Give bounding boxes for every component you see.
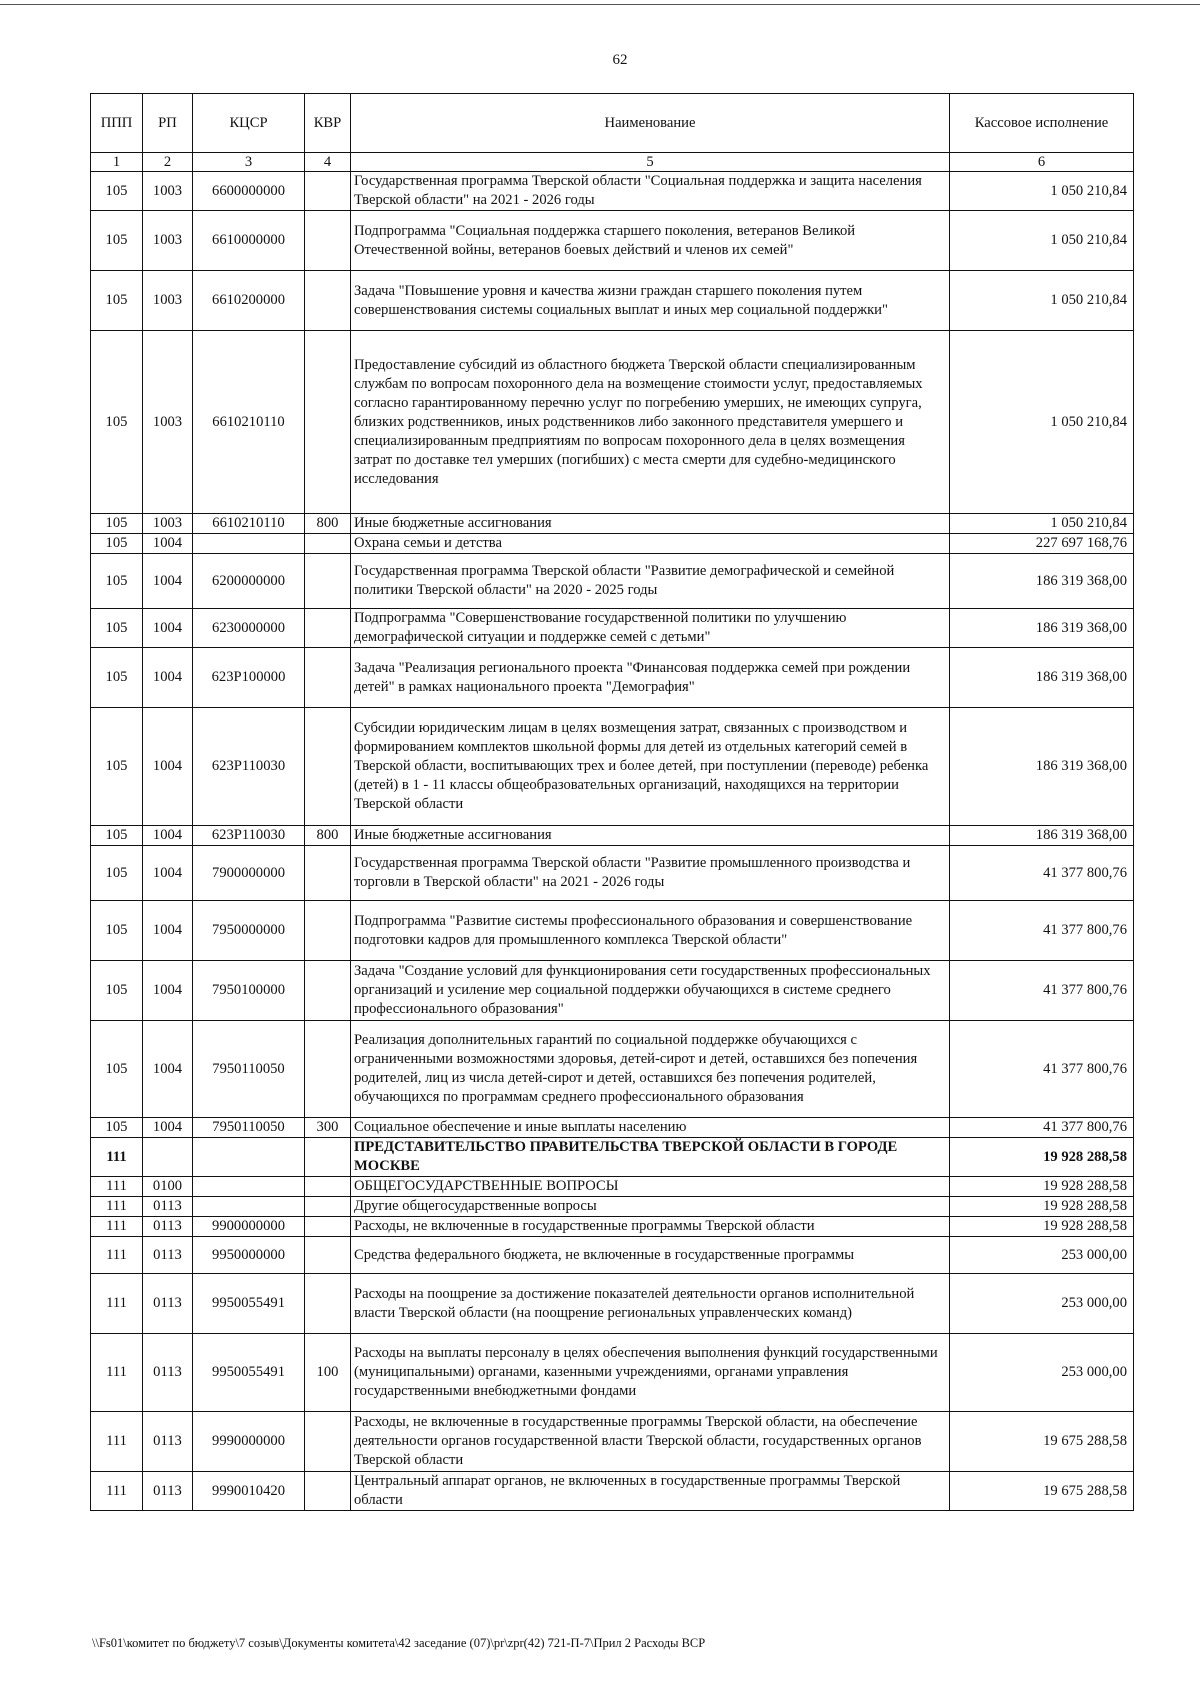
cell-rp: [143, 1138, 193, 1177]
cell-ppp: 111: [91, 1217, 143, 1237]
cell-kcsr: 6610200000: [193, 271, 305, 331]
cell-name: Иные бюджетные ассигнования: [351, 514, 950, 534]
cell-kcsr: 6610210110: [193, 514, 305, 534]
cell-kvr: 100: [305, 1334, 351, 1412]
cell-rp: 1004: [143, 534, 193, 554]
cell-ppp: 105: [91, 648, 143, 708]
cell-name: ПРЕДСТАВИТЕЛЬСТВО ПРАВИТЕЛЬСТВА ТВЕРСКОЙ ОБЛАСТИ В ГОРОДЕ МОСКВЕ: [351, 1138, 950, 1177]
cell-amount: 41 377 800,76: [950, 1118, 1134, 1138]
cell-kvr: [305, 271, 351, 331]
cell-amount: 19 675 288,58: [950, 1472, 1134, 1511]
cell-ppp: 111: [91, 1138, 143, 1177]
cell-ppp: 105: [91, 331, 143, 514]
table-body: [91, 172, 1134, 1511]
cell-rp: 0113: [143, 1197, 193, 1217]
cell-amount: 19 928 288,58: [950, 1177, 1134, 1197]
table-row: [91, 708, 1134, 826]
cell-amount: 1 050 210,84: [950, 331, 1134, 514]
cell-rp: 0113: [143, 1412, 193, 1472]
cell-name: Социальное обеспечение и иные выплаты населению: [351, 1118, 950, 1138]
cell-amount: 186 319 368,00: [950, 708, 1134, 826]
cell-amount: 253 000,00: [950, 1237, 1134, 1274]
cell-name: Иные бюджетные ассигнования: [351, 826, 950, 846]
cell-kvr: [305, 1472, 351, 1511]
cell-kcsr: 9990010420: [193, 1472, 305, 1511]
cell-kcsr: 9900000000: [193, 1217, 305, 1237]
cell-amount: 1 050 210,84: [950, 172, 1134, 211]
cell-ppp: 111: [91, 1237, 143, 1274]
col-header-name: Наименование: [351, 94, 950, 153]
cell-name: Средства федерального бюджета, не включенные в государственные программы: [351, 1237, 950, 1274]
cell-rp: 1004: [143, 901, 193, 961]
table-row: [91, 271, 1134, 331]
table-row: [91, 211, 1134, 271]
table-row: [91, 1274, 1134, 1334]
cell-ppp: 105: [91, 609, 143, 648]
cell-ppp: 111: [91, 1197, 143, 1217]
cell-ppp: 105: [91, 534, 143, 554]
cell-kcsr: 7950100000: [193, 961, 305, 1021]
cell-name: ОБЩЕГОСУДАРСТВЕННЫЕ ВОПРОСЫ: [351, 1177, 950, 1197]
cell-kcsr: 7900000000: [193, 846, 305, 901]
footer-file-path: \\Fs01\комитет по бюджету\7 созыв\Документы комитета\42 заседание (07)\pr\zpr(42) 721-П-7\Прил 2 Расходы ВСР: [92, 1636, 706, 1650]
cell-kcsr: 6610000000: [193, 211, 305, 271]
cell-ppp: 105: [91, 708, 143, 826]
cell-rp: 1003: [143, 331, 193, 514]
table-row: [91, 331, 1134, 514]
cell-name: Подпрограмма "Совершенствование государственной политики по улучшению демографической ситуации и поддержке семей с детьми": [351, 609, 950, 648]
col-header-kvr: КВР: [305, 94, 351, 153]
col-number: 6: [950, 153, 1134, 172]
table-row: [91, 1197, 1134, 1217]
cell-kcsr: 6200000000: [193, 554, 305, 609]
cell-ppp: 105: [91, 514, 143, 534]
cell-kcsr: 6600000000: [193, 172, 305, 211]
col-number: 1: [91, 153, 143, 172]
cell-rp: 1004: [143, 609, 193, 648]
cell-name: Расходы на поощрение за достижение показателей деятельности органов исполнительной власти Тверской области (на поощрение региональных управленческих команд): [351, 1274, 950, 1334]
cell-ppp: 105: [91, 554, 143, 609]
col-number: 2: [143, 153, 193, 172]
table-row: [91, 1138, 1134, 1177]
cell-amount: 19 928 288,58: [950, 1138, 1134, 1177]
col-number: 3: [193, 153, 305, 172]
table-row: [91, 1472, 1134, 1511]
cell-amount: 19 928 288,58: [950, 1197, 1134, 1217]
cell-kcsr: [193, 534, 305, 554]
cell-name: Задача "Повышение уровня и качества жизни граждан старшего поколения путем совершенствования системы социальных выплат и иных мер социальной поддержки": [351, 271, 950, 331]
cell-kvr: [305, 534, 351, 554]
cell-rp: 0113: [143, 1472, 193, 1511]
cell-kcsr: 623P100000: [193, 648, 305, 708]
cell-name: Охрана семьи и детства: [351, 534, 950, 554]
cell-rp: 0113: [143, 1217, 193, 1237]
cell-name: Государственная программа Тверской области "Развитие промышленного производства и торговли в Тверской области" на 2021 - 2026 годы: [351, 846, 950, 901]
page-number: 62: [612, 52, 628, 68]
cell-name: Подпрограмма "Развитие системы профессионального образования и совершенствование подготовки кадров для промышленного комплекса Тверской области": [351, 901, 950, 961]
cell-rp: 1004: [143, 846, 193, 901]
cell-amount: 1 050 210,84: [950, 211, 1134, 271]
col-header-ppp: ППП: [91, 94, 143, 153]
cell-kcsr: [193, 1177, 305, 1197]
cell-ppp: 105: [91, 172, 143, 211]
table-row: [91, 514, 1134, 534]
cell-amount: 19 675 288,58: [950, 1412, 1134, 1472]
cell-kcsr: 9950055491: [193, 1274, 305, 1334]
table-row: [91, 534, 1134, 554]
cell-name: Другие общегосударственные вопросы: [351, 1197, 950, 1217]
table-row: [91, 1334, 1134, 1412]
cell-amount: 253 000,00: [950, 1274, 1134, 1334]
cell-kcsr: 6230000000: [193, 609, 305, 648]
cell-kvr: [305, 1138, 351, 1177]
cell-ppp: 111: [91, 1472, 143, 1511]
table-row: [91, 846, 1134, 901]
table-row: [91, 648, 1134, 708]
cell-kcsr: [193, 1138, 305, 1177]
cell-kvr: 800: [305, 514, 351, 534]
col-header-amount: Кассовое исполнение: [950, 94, 1134, 153]
column-number-row: [91, 153, 1134, 172]
cell-ppp: 105: [91, 1118, 143, 1138]
table-row: [91, 1412, 1134, 1472]
budget-table: [90, 93, 1134, 1511]
header-row: [91, 94, 1134, 153]
cell-ppp: 111: [91, 1177, 143, 1197]
cell-ppp: 105: [91, 901, 143, 961]
cell-amount: 41 377 800,76: [950, 1021, 1134, 1118]
cell-kvr: [305, 708, 351, 826]
cell-rp: 0113: [143, 1237, 193, 1274]
table-row: [91, 1021, 1134, 1118]
cell-kvr: [305, 554, 351, 609]
cell-kcsr: [193, 1197, 305, 1217]
col-number: 5: [351, 153, 950, 172]
cell-name: Предоставление субсидий из областного бюджета Тверской области специализированным службам по вопросам похоронного дела на возмещение стоимости услуг, предоставляемых согласно гарантированному перечню услуг по погребению умерших, не имеющих супруга, близких родственников, иных родственников либо законного представителя умершего и специализированным предприятиям по вопросам похоронного дела в целях возмещения затрат по доставке тел умерших (погибших) с места смерти для судебно-медицинского исследования: [351, 331, 950, 514]
table-row: [91, 1237, 1134, 1274]
cell-ppp: 105: [91, 211, 143, 271]
cell-kvr: [305, 1177, 351, 1197]
cell-kvr: [305, 211, 351, 271]
cell-kvr: [305, 1412, 351, 1472]
cell-rp: 1003: [143, 211, 193, 271]
cell-kvr: [305, 1021, 351, 1118]
cell-ppp: 105: [91, 846, 143, 901]
cell-amount: 41 377 800,76: [950, 961, 1134, 1021]
cell-kcsr: 9990000000: [193, 1412, 305, 1472]
cell-kcsr: 7950110050: [193, 1118, 305, 1138]
cell-kcsr: 623P110030: [193, 708, 305, 826]
cell-kcsr: 623P110030: [193, 826, 305, 846]
cell-amount: 41 377 800,76: [950, 846, 1134, 901]
col-header-kcsr: КЦСР: [193, 94, 305, 153]
cell-kvr: [305, 1197, 351, 1217]
cell-kvr: [305, 901, 351, 961]
cell-kcsr: 6610210110: [193, 331, 305, 514]
cell-kcsr: 7950000000: [193, 901, 305, 961]
cell-name: Расходы на выплаты персоналу в целях обеспечения выполнения функций государственными (муниципальными) органами, казенными учреждениями, органами управления государственными внебюджетными фондами: [351, 1334, 950, 1412]
cell-name: Государственная программа Тверской области "Развитие демографической и семейной политики Тверской области" на 2020 - 2025 годы: [351, 554, 950, 609]
cell-rp: 1003: [143, 271, 193, 331]
cell-kvr: [305, 331, 351, 514]
cell-amount: 186 319 368,00: [950, 826, 1134, 846]
table-row: [91, 901, 1134, 961]
cell-amount: 1 050 210,84: [950, 514, 1134, 534]
table-row: [91, 609, 1134, 648]
cell-rp: 1004: [143, 1021, 193, 1118]
cell-kvr: [305, 609, 351, 648]
table-row: [91, 826, 1134, 846]
cell-kcsr: 9950055491: [193, 1334, 305, 1412]
cell-rp: 1004: [143, 826, 193, 846]
table-row: [91, 1177, 1134, 1197]
cell-name: Подпрограмма "Социальная поддержка старшего поколения, ветеранов Великой Отечественной войны, ветеранов боевых действий и членов их семей": [351, 211, 950, 271]
cell-amount: 227 697 168,76: [950, 534, 1134, 554]
cell-rp: 1003: [143, 172, 193, 211]
cell-amount: 186 319 368,00: [950, 609, 1134, 648]
cell-amount: 186 319 368,00: [950, 648, 1134, 708]
table-row: [91, 961, 1134, 1021]
cell-amount: 41 377 800,76: [950, 901, 1134, 961]
cell-name: Задача "Реализация регионального проекта "Финансовая поддержка семей при рождении детей" в рамках национального проекта "Демография": [351, 648, 950, 708]
cell-rp: 0113: [143, 1274, 193, 1334]
table-row: [91, 1217, 1134, 1237]
cell-kvr: [305, 1237, 351, 1274]
cell-name: Субсидии юридическим лицам в целях возмещения затрат, связанных с производством и формированием комплектов школьной формы для детей из отдельных категорий семей в Тверской области, воспитывающих трех и более детей, при поступлении (переводе) ребенка (детей) в 1 - 11 классы общеобразовательных организаций, находящихся на территории Тверской области: [351, 708, 950, 826]
cell-name: Государственная программа Тверской области "Социальная поддержка и защита населения Тверской области" на 2021 - 2026 годы: [351, 172, 950, 211]
cell-rp: 1004: [143, 961, 193, 1021]
cell-ppp: 105: [91, 961, 143, 1021]
cell-ppp: 105: [91, 271, 143, 331]
cell-name: Реализация дополнительных гарантий по социальной поддержке обучающихся с ограниченными возможностями здоровья, детей-сирот и детей, оставшихся без попечения родителей, лиц из числа детей-сирот и детей, оставшихся без попечения родителей, обучающихся по программам среднего профессионального образования: [351, 1021, 950, 1118]
cell-rp: 1004: [143, 1118, 193, 1138]
cell-name: Центральный аппарат органов, не включенных в государственные программы Тверской области: [351, 1472, 950, 1511]
cell-kvr: 300: [305, 1118, 351, 1138]
col-number: 4: [305, 153, 351, 172]
cell-kvr: [305, 1274, 351, 1334]
col-header-rp: РП: [143, 94, 193, 153]
cell-amount: 253 000,00: [950, 1334, 1134, 1412]
cell-kvr: [305, 648, 351, 708]
cell-rp: 1004: [143, 708, 193, 826]
cell-name: Расходы, не включенные в государственные программы Тверской области, на обеспечение деятельности органов государственной власти Тверской области, государственных органов Тверской области: [351, 1412, 950, 1472]
table-row: [91, 172, 1134, 211]
cell-ppp: 111: [91, 1412, 143, 1472]
cell-ppp: 111: [91, 1334, 143, 1412]
top-border-line: [0, 4, 1200, 5]
cell-amount: 19 928 288,58: [950, 1217, 1134, 1237]
cell-ppp: 105: [91, 826, 143, 846]
cell-rp: 1004: [143, 648, 193, 708]
cell-rp: 1004: [143, 554, 193, 609]
table-row: [91, 1118, 1134, 1138]
cell-kvr: [305, 846, 351, 901]
cell-kvr: [305, 961, 351, 1021]
cell-rp: 0100: [143, 1177, 193, 1197]
table-row: [91, 554, 1134, 609]
cell-rp: 0113: [143, 1334, 193, 1412]
cell-ppp: 111: [91, 1274, 143, 1334]
cell-kvr: [305, 1217, 351, 1237]
cell-name: Расходы, не включенные в государственные программы Тверской области: [351, 1217, 950, 1237]
cell-name: Задача "Создание условий для функционирования сети государственных профессиональных организаций и усиление мер социальной поддержки обучающихся в системе среднего профессионального образования": [351, 961, 950, 1021]
cell-kvr: 800: [305, 826, 351, 846]
cell-ppp: 105: [91, 1021, 143, 1118]
cell-kcsr: 7950110050: [193, 1021, 305, 1118]
cell-amount: 1 050 210,84: [950, 271, 1134, 331]
cell-amount: 186 319 368,00: [950, 554, 1134, 609]
cell-rp: 1003: [143, 514, 193, 534]
cell-kvr: [305, 172, 351, 211]
cell-kcsr: 9950000000: [193, 1237, 305, 1274]
